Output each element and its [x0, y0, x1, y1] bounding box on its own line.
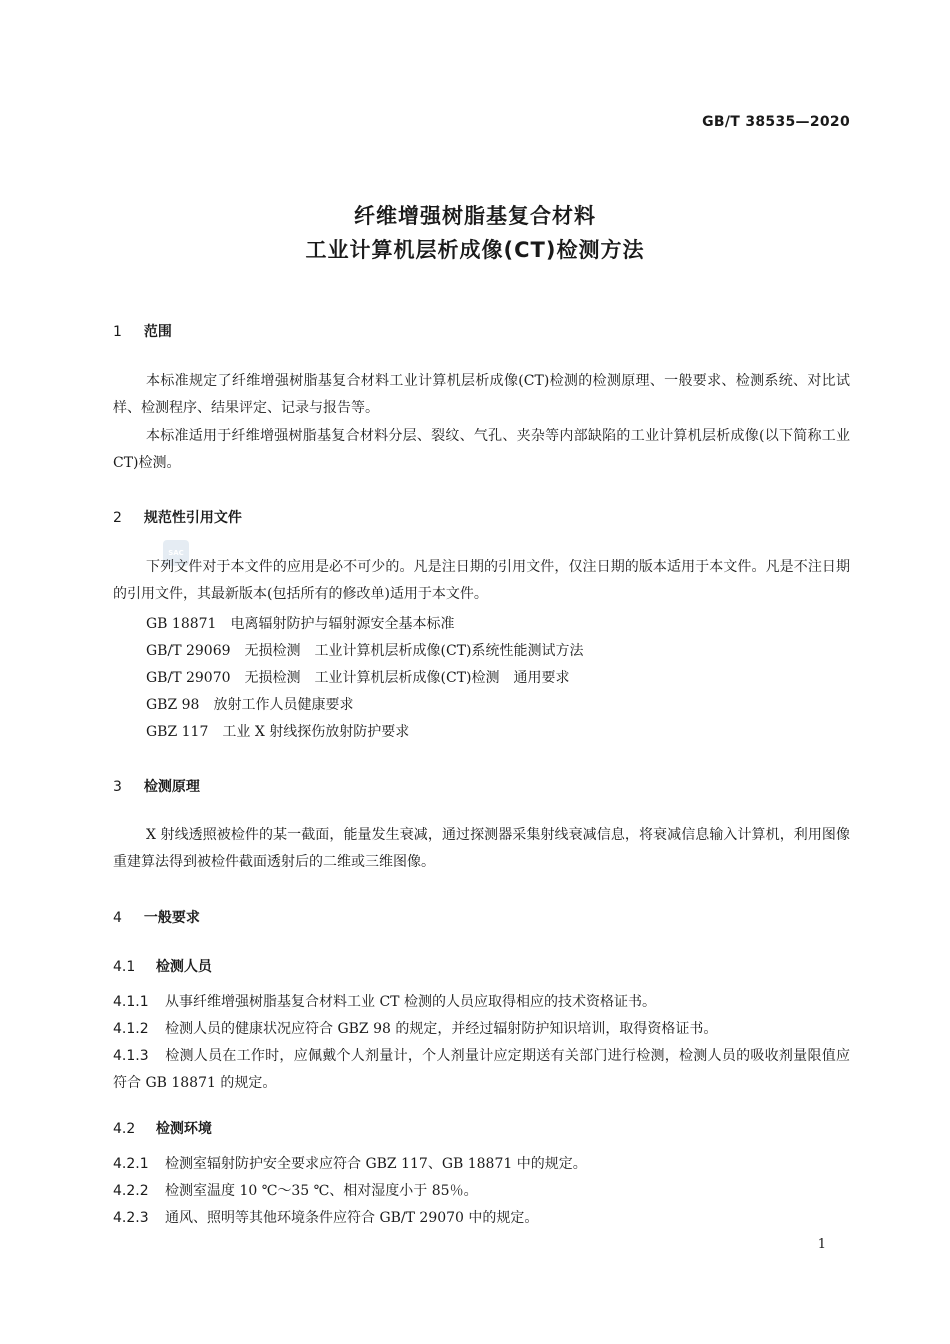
clause-4-1-2 [113, 1016, 850, 1043]
subsection-number: 4.1 [113, 959, 136, 975]
subsection-title: 检测环境 [155, 1121, 212, 1137]
reference-title: 电离辐射防护与辐射源安全基本标准 [230, 616, 455, 632]
clause-number: 4.2.3 [113, 1210, 149, 1226]
reference-code: GB/T 29070 [146, 670, 231, 686]
section-1-paragraph-1: 本标准规定了纤维增强树脂基复合材料工业计算机层析成像(CT)检测的检测原理、一般要求、检测系统、对比试样、检测程序、结果评定、记录与报告等。 [113, 373, 850, 416]
reference-item [146, 667, 570, 687]
clause-text: 检测室辐射防护安全要求应符合 GBZ 117、GB 18871 中的规定。 [165, 1156, 587, 1172]
clause-4-1-3 [113, 1043, 850, 1097]
reference-code: GB/T 29069 [146, 643, 231, 659]
clause-number: 4.1.2 [113, 1021, 149, 1037]
reference-item [146, 721, 409, 741]
clause-number: 4.2.2 [113, 1183, 149, 1199]
page-number: 1 [817, 1237, 826, 1252]
clause-text: 通风、照明等其他环境条件应符合 GB/T 29070 中的规定。 [165, 1210, 539, 1226]
sac-watermark-logo: SAC [163, 540, 189, 566]
section-3-heading [113, 776, 200, 796]
clause-number: 4.2.1 [113, 1156, 149, 1172]
subsection-title: 检测人员 [155, 959, 212, 975]
section-title: 检测原理 [143, 779, 200, 795]
section-3-paragraph: X 射线透照被检件的某一截面，能量发生衰减，通过探测器采集射线衰减信息，将衰减信息输入计算机，利用图像重建算法得到被检件截面透射后的二维或三维图像。 [113, 827, 850, 870]
clause-4-1-1 [113, 989, 850, 1016]
section-number: 2 [113, 510, 122, 526]
reference-code: GBZ 98 [146, 697, 200, 713]
section-1-paragraph-2: 本标准适用于纤维增强树脂基复合材料分层、裂纹、气孔、夹杂等内部缺陷的工业计算机层析成像(以下简称工业 CT)检测。 [113, 428, 850, 471]
section-title: 范围 [143, 324, 172, 340]
clause-4-2-2 [113, 1178, 850, 1205]
title-line-2: 工业计算机层析成像(CT)检测方法 [305, 238, 645, 262]
section-number: 4 [113, 910, 122, 926]
clause-text: 检测人员的健康状况应符合 GBZ 98 的规定，并经过辐射防护知识培训，取得资格证书。 [165, 1021, 718, 1037]
clause-text: 从事纤维增强树脂基复合材料工业 CT 检测的人员应取得相应的技术资格证书。 [165, 994, 656, 1010]
clause-4-2-3 [113, 1205, 850, 1232]
section-title: 规范性引用文件 [143, 510, 242, 526]
standard-number: GB/T 38535—2020 [702, 114, 850, 130]
subsection-4-2-heading [113, 1118, 212, 1138]
section-number: 1 [113, 324, 122, 340]
reference-code: GBZ 117 [146, 724, 209, 740]
section-2-heading [113, 507, 242, 527]
clause-number: 4.1.1 [113, 994, 149, 1010]
section-4-heading [113, 907, 200, 927]
section-1-heading [113, 321, 172, 341]
reference-code: GB 18871 [146, 616, 217, 632]
clause-4-2-1 [113, 1151, 850, 1178]
subsection-number: 4.2 [113, 1121, 136, 1137]
reference-title: 放射工作人员健康要求 [213, 697, 354, 713]
reference-item [146, 640, 584, 660]
subsection-4-1-heading [113, 956, 212, 976]
reference-title: 工业 X 射线探伤放射防护要求 [222, 724, 410, 740]
reference-title: 无损检测 工业计算机层析成像(CT)检测 通用要求 [244, 670, 570, 686]
section-title: 一般要求 [143, 910, 200, 926]
clause-text: 检测室温度 10 ℃～35 ℃、相对湿度小于 85％。 [165, 1183, 478, 1199]
title-line-1: 纤维增强树脂基复合材料 [354, 204, 596, 228]
section-2-intro: 下列文件对于本文件的应用是必不可少的。凡是注日期的引用文件，仅注日期的版本适用于本文件。凡是不注日期的引用文件，其最新版本(包括所有的修改单)适用于本文件。 [113, 559, 850, 602]
section-number: 3 [113, 779, 122, 795]
reference-item [146, 694, 353, 714]
reference-title: 无损检测 工业计算机层析成像(CT)系统性能测试方法 [244, 643, 584, 659]
clause-text: 检测人员在工作时，应佩戴个人剂量计，个人剂量计应定期送有关部门进行检测，检测人员的吸收剂量限值应符合 GB 18871 的规定。 [113, 1048, 850, 1091]
clause-number: 4.1.3 [113, 1048, 149, 1064]
reference-item [146, 613, 454, 633]
